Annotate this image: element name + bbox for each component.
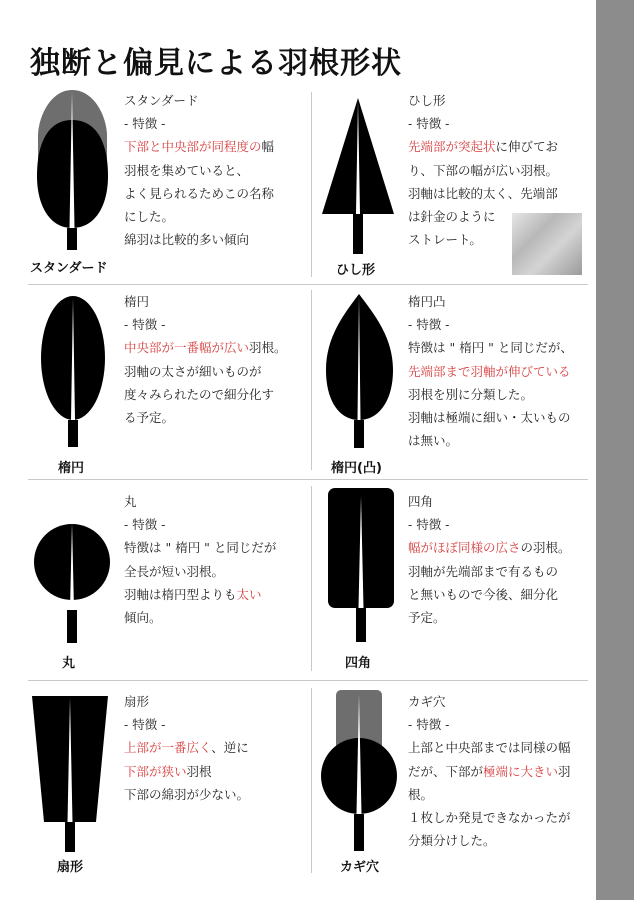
description-text: - 特徴 - — [124, 116, 166, 132]
description-text: る予定。 — [124, 410, 175, 426]
description-line — [124, 783, 314, 806]
description-line — [124, 536, 314, 559]
fan-feather-shape — [30, 694, 110, 854]
description-line — [408, 135, 598, 158]
shape-label: 四角 — [345, 656, 372, 671]
shape-description — [124, 690, 314, 806]
shape-name: 四角 — [408, 494, 434, 509]
shape-description — [124, 490, 314, 629]
description-line — [124, 560, 314, 583]
grid-divider — [28, 479, 588, 480]
description-text: 傾向。 — [124, 610, 162, 626]
shape-name: カギ穴 — [408, 694, 446, 709]
highlight-text: 太い — [236, 586, 262, 602]
square-feather-shape — [326, 486, 396, 644]
description-line — [124, 336, 314, 359]
highlight-text: 下部と中央部が同程度の — [124, 139, 262, 155]
description-text: 下部の綿羽が少ない。 — [124, 786, 250, 802]
round-feather-shape — [32, 510, 112, 645]
description-line — [408, 313, 598, 336]
description-line — [408, 182, 598, 205]
keyhole-feather-shape — [318, 688, 400, 853]
description-text: 、逆に — [211, 740, 249, 756]
highlight-text: 上部が一番広く — [124, 740, 212, 756]
description-line — [124, 583, 314, 606]
description-text: 羽軸は極端に細い・太いもの — [408, 410, 571, 426]
description-text: 特徴は " 楕円 " と同じだが — [124, 540, 277, 556]
highlight-text: 幅がほぼ同様の広さ — [408, 540, 521, 556]
description-line — [408, 736, 598, 759]
description-text: り、下部の幅が広い羽根。 — [408, 162, 559, 178]
description-line — [408, 829, 598, 852]
shape-label: 楕円(凸) — [331, 461, 382, 476]
description-line — [124, 205, 314, 228]
description-text: - 特徴 - — [408, 116, 450, 132]
description-text: 分類分けした。 — [408, 833, 496, 849]
shape-description — [408, 490, 598, 629]
description-text: 羽軸は比較的太く、先端部 — [408, 185, 558, 201]
description-text: は針金のように — [408, 209, 496, 225]
highlight-text: 下部が狭い — [124, 763, 187, 779]
description-line — [408, 205, 598, 228]
description-line — [408, 536, 598, 559]
description-line — [124, 513, 314, 536]
description-text: 羽軸が先端部まで有るもの — [408, 563, 559, 579]
shape-description — [408, 690, 598, 852]
description-text: 予定。 — [408, 610, 446, 626]
description-text: 羽根。 — [249, 340, 287, 356]
shape-label: スタンダード — [30, 261, 108, 276]
shape-name: ひし形 — [408, 93, 446, 108]
description-line — [408, 606, 598, 629]
description-line — [124, 360, 314, 383]
shape-description — [124, 89, 314, 251]
description-text: は無い。 — [408, 433, 459, 449]
description-text: に伸びてお — [495, 139, 559, 155]
description-text: と無いもので今後、細分化 — [408, 586, 559, 602]
description-line — [408, 560, 598, 583]
page-title: 独断と偏見による羽根形状 — [30, 46, 402, 81]
highlight-text: 中央部が一番幅が広い — [124, 340, 250, 356]
description-line — [408, 360, 598, 383]
description-line — [124, 228, 314, 251]
description-text: 羽軸は楕円型よりも — [124, 586, 237, 602]
description-line — [408, 583, 598, 606]
description-line — [124, 135, 314, 158]
description-line — [408, 112, 598, 135]
description-text: - 特徴 - — [124, 317, 166, 333]
description-line — [124, 159, 314, 182]
shape-description — [408, 290, 598, 452]
shape-label: 丸 — [62, 656, 76, 671]
description-line — [124, 313, 314, 336]
description-text: 羽軸の太さが細いものが — [124, 363, 262, 379]
description-line — [124, 736, 314, 759]
ellipse-convex-feather-shape — [322, 292, 397, 450]
ellipse-feather-shape — [38, 294, 108, 449]
shape-label: カギ穴 — [340, 860, 380, 875]
description-line — [124, 606, 314, 629]
description-line — [124, 760, 314, 783]
description-text: 幅 — [261, 139, 275, 155]
description-line — [124, 182, 314, 205]
description-line — [124, 406, 314, 429]
shape-description — [408, 89, 598, 251]
highlight-text: 極端に大きい — [483, 763, 559, 779]
shape-label: 扇形 — [57, 860, 84, 875]
description-line — [408, 806, 598, 829]
shape-name: 扇形 — [124, 694, 150, 709]
shape-name: スタンダード — [124, 93, 199, 108]
description-text: 羽 — [558, 763, 571, 779]
description-text: - 特徴 - — [408, 317, 450, 333]
description-line — [408, 383, 598, 406]
grid-divider — [28, 284, 588, 285]
diamond-feather-shape — [318, 96, 398, 256]
description-text: ストレート。 — [408, 232, 482, 248]
shape-label: ひし形 — [336, 263, 376, 278]
description-text: 綿羽は比較的多い傾向 — [124, 232, 250, 248]
shape-description — [124, 290, 314, 429]
description-line — [124, 713, 314, 736]
description-line — [408, 406, 598, 429]
shape-label: 楕円 — [58, 461, 85, 476]
description-text: - 特徴 - — [124, 717, 166, 733]
description-text: 根。 — [408, 786, 434, 802]
description-line — [124, 112, 314, 135]
highlight-text: 先端部まで羽軸が伸びている — [408, 363, 571, 379]
description-text: にした。 — [124, 209, 175, 225]
grid-divider — [28, 680, 588, 681]
description-line — [408, 159, 598, 182]
description-text: - 特徴 - — [124, 517, 166, 533]
description-line — [124, 383, 314, 406]
description-line — [408, 228, 598, 251]
description-text: の羽根。 — [520, 540, 571, 556]
shape-name: 丸 — [124, 494, 137, 509]
description-text: 羽根を別に分類した。 — [408, 386, 534, 402]
shape-name: 楕円凸 — [408, 294, 446, 309]
description-line — [408, 760, 598, 783]
description-line — [408, 513, 598, 536]
highlight-text: 先端部が突起状 — [408, 139, 496, 155]
shape-name: 楕円 — [124, 294, 150, 309]
side-bar — [596, 0, 634, 900]
description-line — [408, 783, 598, 806]
description-text: 全長が短い羽根。 — [124, 563, 225, 579]
description-text: １枚しか発見できなかったが — [408, 810, 571, 826]
description-text: 羽根 — [186, 763, 212, 779]
description-line — [408, 336, 598, 359]
description-text: 上部と中央部までは同様の幅 — [408, 740, 571, 756]
description-text: だが、下部が — [408, 763, 484, 779]
description-text: よく見られるためこの名称 — [124, 185, 275, 201]
description-text: 羽根を集めていると、 — [124, 162, 250, 178]
description-line — [408, 713, 598, 736]
description-text: 特徴は " 楕円 " と同じだが、 — [408, 340, 573, 356]
description-text: - 特徴 - — [408, 517, 450, 533]
description-line — [408, 429, 598, 452]
description-text: 度々みられたので細分化す — [124, 386, 275, 402]
description-text: - 特徴 - — [408, 717, 450, 733]
standard-feather-shape — [35, 88, 110, 253]
